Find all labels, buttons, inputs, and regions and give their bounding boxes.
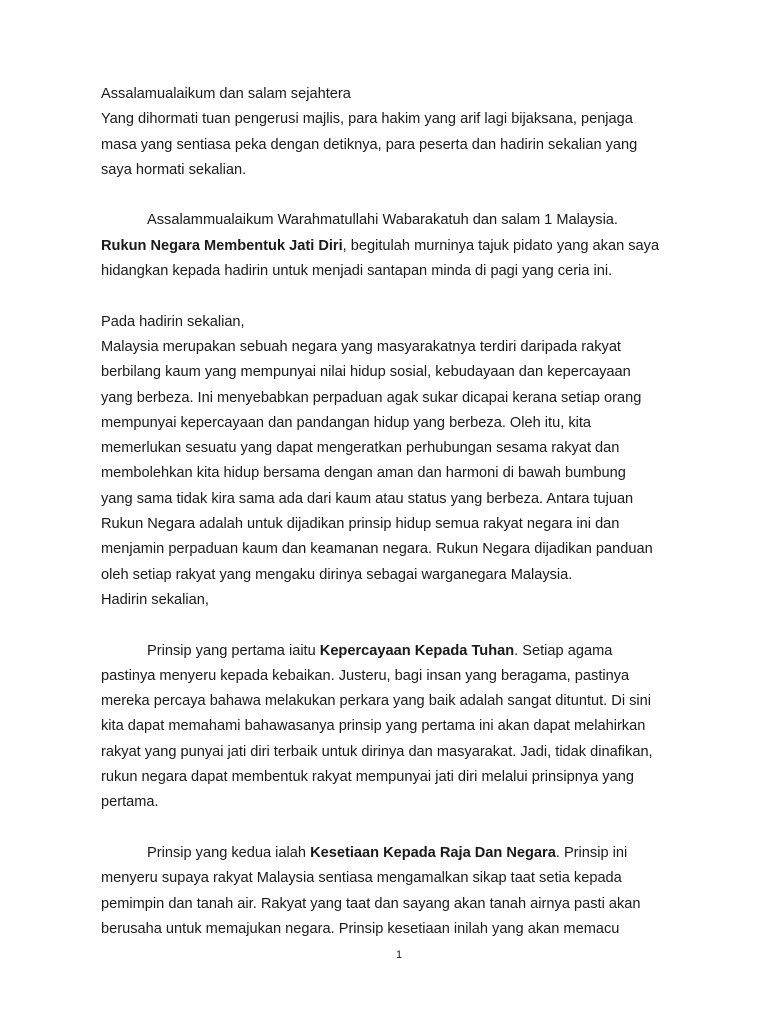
body-line: pemimpin dan tanah air. Rakyat yang taat dan sayang akan tanah airnya pasti akan (101, 895, 641, 912)
body-line: kita dapat memahami bahawasanya prinsip yang pertama ini akan dapat melahirkan (101, 718, 646, 735)
principle-2-title: Kesetiaan Kepada Raja Dan Negara (310, 844, 556, 861)
intro-line: Assalammualaikum Warahmatullahi Wabarakatuh dan salam 1 Malaysia. (147, 212, 618, 229)
principle-1-lead-text: Prinsip yang pertama iaitu (147, 642, 320, 659)
body-line: menyeru supaya rakyat Malaysia sentiasa mengamalkan sikap taat setia kepada (101, 870, 622, 887)
salutation: Hadirin sekalian, (101, 591, 209, 608)
body-line: yang berbeza. Ini menyebabkan perpaduan agak sukar dicapai kerana setiap orang (101, 389, 642, 406)
paragraph-gap (101, 613, 701, 638)
body-line: berbilang kaum yang mempunyai nilai hidup sosial, kebudayaan dan kepercayaan (101, 364, 631, 381)
principle-2-lead (101, 841, 701, 866)
principle-2-lead-rest: . Prinsip ini (555, 844, 628, 861)
body-line: menjamin perpaduan kaum dan keamanan negara. Rukun Negara dijadikan panduan (101, 541, 653, 558)
page-number: 1 (395, 949, 403, 961)
greeting-line: Assalamualaikum dan salam sejahtera (101, 86, 351, 102)
body-line: pertama. (101, 794, 159, 811)
principle-1-title: Kepercayaan Kepada Tuhan (319, 642, 515, 659)
greeting-line: Yang dihormati tuan pengerusi majlis, para hakim yang arif lagi bijaksana, penjaga (101, 111, 633, 128)
intro-line: hidangkan kepada hadirin untuk menjadi santapan minda di pagi yang ceria ini. (101, 263, 613, 280)
body-line: memerlukan sesuatu yang dapat mengeratkan perhubungan sesama rakyat dan (101, 440, 620, 457)
paragraph-gap (101, 284, 701, 309)
body-line: rakyat yang punyai jati diri terbaik untuk dirinya dan masyarakat. Jadi, tidak dinafikan, (101, 743, 653, 760)
body-line: pastinya menyeru kepada kebaikan. Justeru, bagi insan yang beragama, pastinya (101, 667, 630, 684)
principle-1-lead (101, 639, 701, 664)
paragraph-gap (101, 816, 701, 841)
greeting-line: masa yang sentiasa peka dengan detiknya, para peserta dan hadirin sekalian yang (101, 136, 638, 153)
principle-1-lead-rest: . Setiap agama (514, 642, 613, 659)
body-line: mereka percaya bahawa melakukan perkara yang baik adalah sangat dituntut. Di sini (101, 693, 652, 710)
document-body (101, 82, 701, 942)
body-line: membolehkan kita hidup bersama dengan aman dan harmoni di bawah bumbung (101, 465, 626, 482)
body-line: yang sama tidak kira sama ada dari kaum atau status yang berbeza. Antara tujuan (101, 490, 634, 507)
greeting-line: saya hormati sekalian. (101, 161, 247, 178)
body-line: mempunyai kepercayaan dan pandangan hidup yang berbeza. Oleh itu, kita (101, 414, 592, 431)
paragraph-gap (101, 183, 701, 208)
body-line: oleh setiap rakyat yang mengaku dirinya sebagai warganegara Malaysia. (101, 566, 573, 583)
body-line: berusaha untuk memajukan negara. Prinsip kesetiaan inilah yang akan memacu (101, 920, 620, 937)
intro-title-rest: , begitulah murninya tajuk pidato yang akan saya (342, 237, 660, 254)
speech-title: Rukun Negara Membentuk Jati Diri (101, 237, 343, 254)
salutation: Pada hadirin sekalian, (101, 313, 245, 330)
body-line: rukun negara dapat membentuk rakyat mempunyai jati diri melalui prinsipnya yang (101, 769, 634, 786)
intro-title-line (101, 234, 701, 259)
principle-2-lead-text: Prinsip yang kedua ialah (147, 844, 311, 861)
body-line: Rukun Negara adalah untuk dijadikan prinsip hidup semua rakyat negara ini dan (101, 516, 620, 533)
body-line: Malaysia merupakan sebuah negara yang masyarakatnya terdiri daripada rakyat (101, 338, 621, 355)
